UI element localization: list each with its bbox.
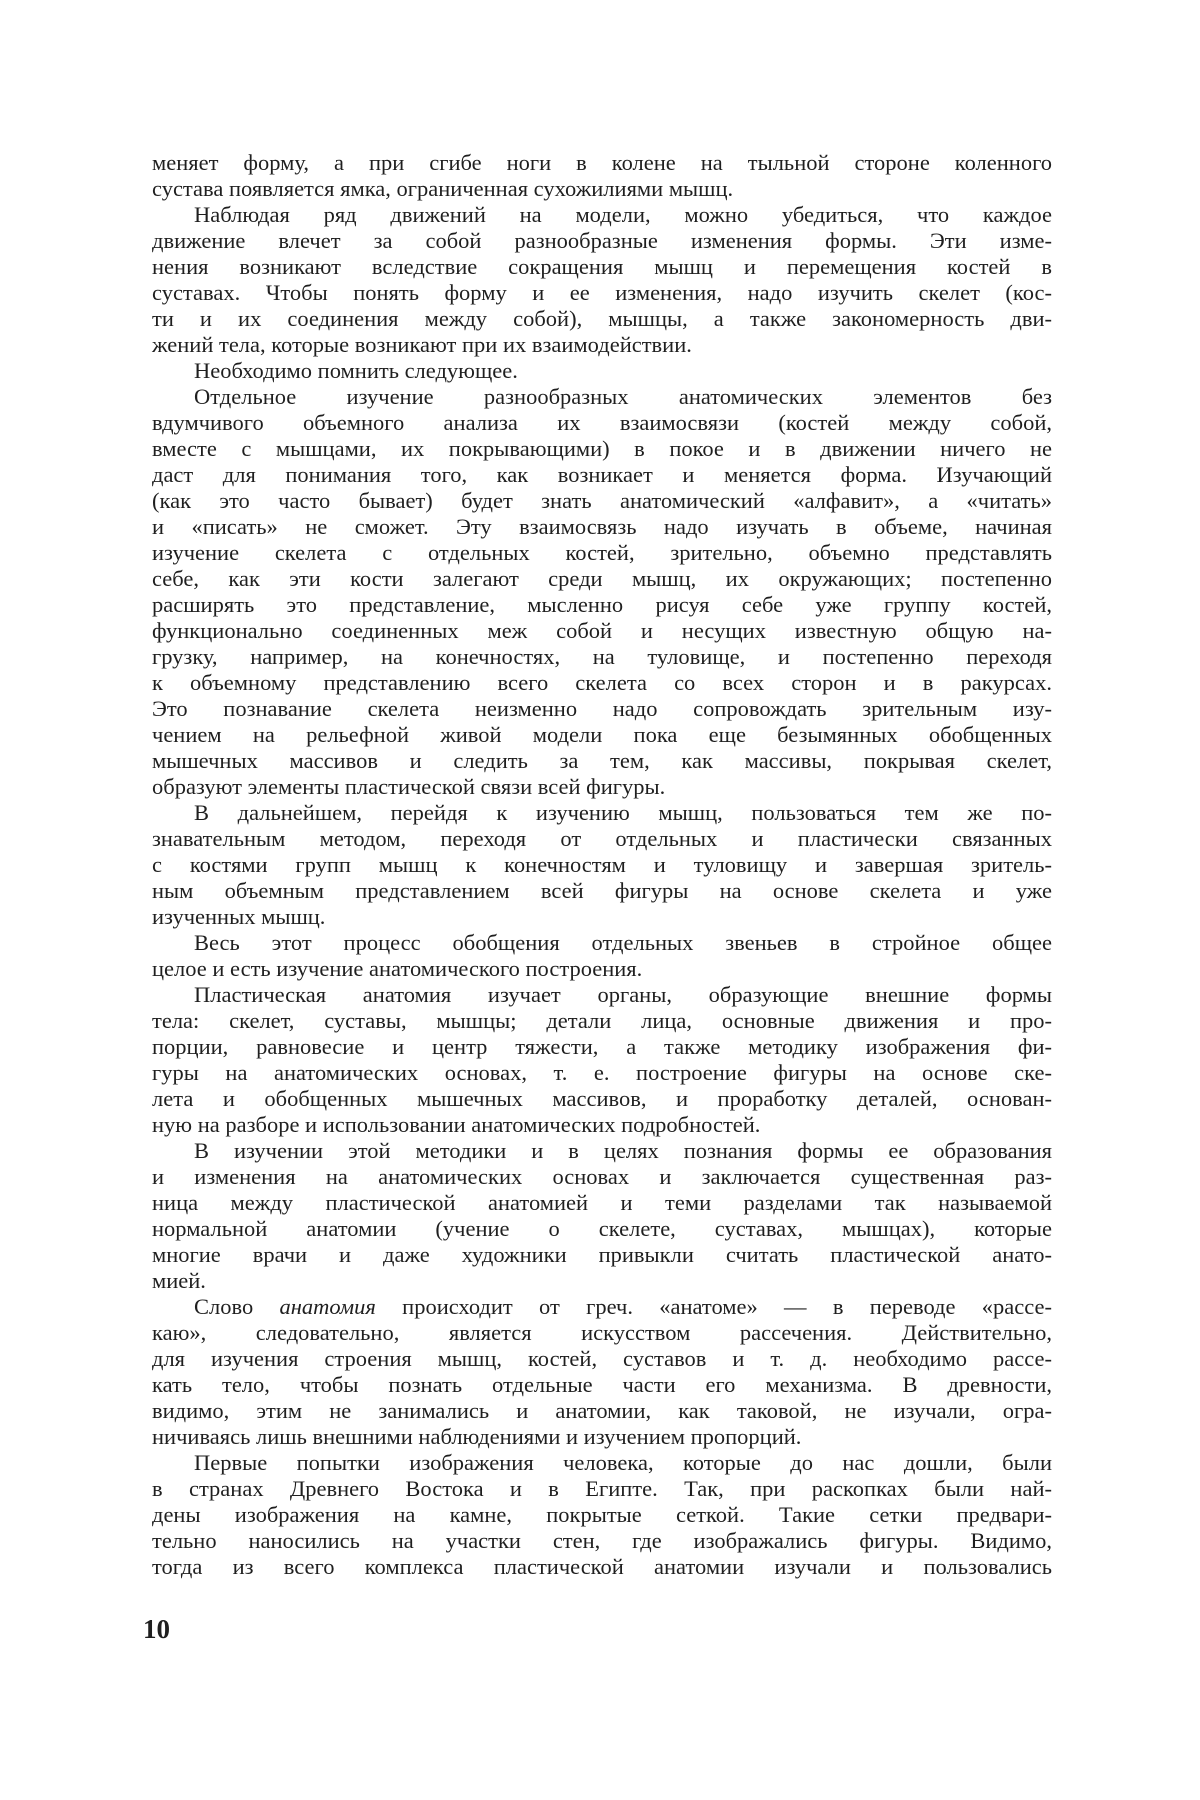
text-line: нения возникают вследствие сокращения мышц и перемещения костей в [152,254,1052,279]
text-line: Наблюдая ряд движений на модели, можно убедиться, что каждое [194,202,1052,227]
text-line: Пластическая анатомия изучает органы, образующие внешние формы [194,982,1052,1007]
text-line: грузку, например, на конечностях, на туловище, и постепенно переходя [152,644,1052,669]
text-line: жений тела, которые возникают при их взаимодействии. [152,332,692,357]
text-line: и изменения на анатомических основах и заключается существенная раз- [152,1164,1052,1189]
text-line: для изучения строения мышц, костей, суставов и т. д. необходимо рассе- [152,1346,1052,1371]
text-line: порции, равновесие и центр тяжести, а также методику изображения фи- [152,1034,1052,1059]
paragraph [152,800,1052,930]
text-line: каю», следовательно, является искусством рассечения. Действительно, [152,1320,1052,1345]
text-line: образуют элементы пластической связи всей фигуры. [152,774,666,799]
page-number: 10 [143,1614,170,1644]
text-line: изучение скелета с отдельных костей, зрительно, объемно представлять [152,540,1052,565]
text-line: Отдельное изучение разнообразных анатомических элементов без [194,384,1052,409]
paragraph [152,358,1052,384]
text-line: Это познавание скелета неизменно надо сопровождать зрительным изу- [152,696,1052,721]
text-line: ничиваясь лишь внешними наблюдениями и изучением пропорций. [152,1424,802,1449]
text-line: даст для понимания того, как возникает и меняется форма. Изучающий [152,462,1052,487]
text-line: гуры на анатомических основах, т. е. построение фигуры на основе ске- [152,1060,1052,1085]
text-line: лета и обобщенных мышечных массивов, и проработку деталей, основан- [152,1086,1052,1111]
paragraph [152,202,1052,358]
text-line: к объемному представлению всего скелета со всех сторон и в ракурсах. [152,670,1052,695]
text-line: нормальной анатомии (учение о скелете, суставах, мышцах), которые [152,1216,1052,1241]
paragraph [152,1294,1052,1450]
text-line: В изучении этой методики и в целях познания формы ее образования [194,1138,1052,1163]
text-line: ную на разборе и использовании анатомических подробностей. [152,1112,761,1137]
text-line: целое и есть изучение анатомического построения. [152,956,643,981]
text-line: тела: скелет, суставы, мышцы; детали лица, основные движения и про- [152,1008,1052,1033]
text-line: движение влечет за собой разнообразные изменения формы. Эти изме- [152,228,1052,253]
text-line: чением на рельефной живой модели пока еще безымянных обобщенных [152,722,1052,747]
text-line: ти и их соединения между собой), мышцы, а также закономерность дви- [152,306,1052,331]
text-line: себе, как эти кости залегают среди мышц, их окружающих; постепенно [152,566,1052,591]
text-line: многие врачи и даже художники привыкли считать пластической анато- [152,1242,1052,1267]
text-line: функционально соединенных меж собой и несущих известную общую на- [152,618,1052,643]
text-line: с костями групп мышц к конечностям и туловищу и завершая зритель- [152,852,1052,877]
text-line: Необходимо помнить следующее. [194,358,518,383]
text-line: ным объемным представлением всей фигуры на основе скелета и уже [152,878,1052,903]
text-line: меняет форму, а при сгибе ноги в колене на тыльной стороне коленного [152,150,1052,175]
text-line: мышечных массивов и следить за тем, как массивы, покрывая скелет, [152,748,1052,773]
text-line: вместе с мышцами, их покрывающими) в покое и в движении ничего не [152,436,1052,461]
text-line: знавательным методом, переходя от отдельных и пластически связанных [152,826,1052,851]
paragraph [152,384,1052,800]
paragraph [152,982,1052,1138]
text-line: тельно наносились на участки стен, где изображались фигуры. Видимо, [152,1528,1052,1553]
text-line: расширять это представление, мысленно рисуя себе уже группу костей, [152,592,1052,617]
text-line: сустава появляется ямка, ограниченная сухожилиями мышц. [152,176,734,201]
text-line: и «писать» не сможет. Эту взаимосвязь надо изучать в объеме, начиная [152,514,1052,539]
text-line: Весь этот процесс обобщения отдельных звеньев в стройное общее [194,930,1052,955]
paragraph [152,1450,1052,1580]
text-line: ница между пластической анатомией и теми разделами так называемой [152,1190,1052,1215]
body-text [152,150,1052,1580]
text-line: видимо, этим не занимались и анатомии, как таковой, не изучали, огра- [152,1398,1052,1423]
text-line: Первые попытки изображения человека, которые до нас дошли, были [194,1450,1052,1475]
text-line: тогда из всего комплекса пластической анатомии изучали и пользовались [152,1554,1052,1579]
text-line: дены изображения на камне, покрытые сеткой. Такие сетки предвари- [152,1502,1052,1527]
paragraph [152,150,1052,202]
text-line: В дальнейшем, перейдя к изучению мышц, пользоваться тем же по- [194,800,1052,825]
text-line: кать тело, чтобы познать отдельные части его механизма. В древности, [152,1372,1052,1397]
text-line: изученных мышц. [152,904,326,929]
text-line: (как это часто бывает) будет знать анатомический «алфавит», а «читать» [152,488,1052,513]
text-line: вдумчивого объемного анализа их взаимосвязи (костей между собой, [152,410,1052,435]
text-line: Слово анатомия происходит от греч. «анатоме» — в переводе «рассе- [194,1294,1052,1319]
text-line: мией. [152,1268,206,1293]
paragraph [152,930,1052,982]
paragraph [152,1138,1052,1294]
text-line: суставах. Чтобы понять форму и ее изменения, надо изучить скелет (кос- [152,280,1052,305]
text-line: в странах Древнего Востока и в Египте. Так, при раскопках были най- [152,1476,1052,1501]
